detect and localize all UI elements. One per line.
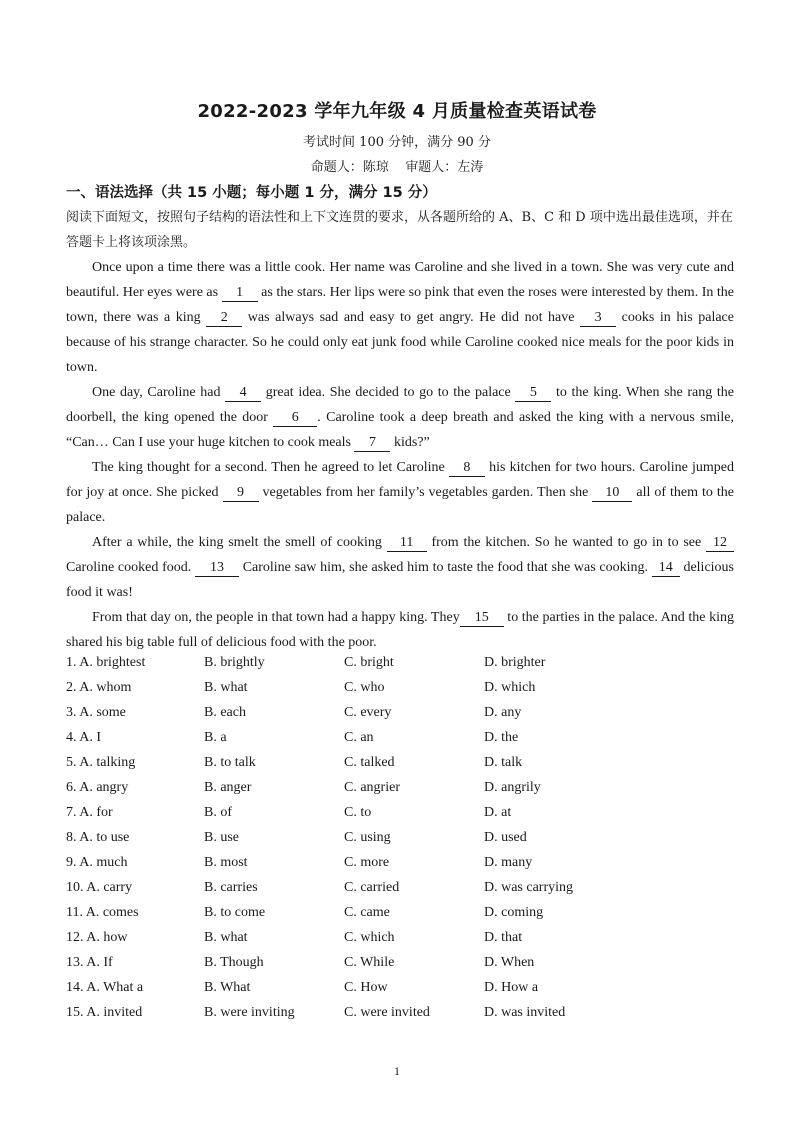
option-c: C. came: [344, 905, 390, 920]
option-d: D. at: [484, 805, 512, 820]
option-row: [66, 1005, 734, 1030]
blank-7: 7: [354, 435, 390, 452]
option-a: 15. A. invited: [66, 1005, 143, 1020]
option-row: [66, 930, 734, 955]
option-row: [66, 730, 734, 755]
option-c: C. were invited: [344, 1005, 430, 1020]
option-a: 11. A. comes: [66, 905, 139, 920]
option-b: B. of: [204, 805, 232, 820]
option-b: B. a: [204, 730, 227, 745]
option-c: C. How: [344, 980, 388, 995]
option-a: 4. A. I: [66, 730, 101, 745]
option-a: 9. A. much: [66, 855, 128, 870]
option-a: 5. A. talking: [66, 755, 136, 770]
option-d: D. was invited: [484, 1005, 566, 1020]
option-a: 14. A. What a: [66, 980, 144, 995]
exam-authors: 命题人：陈琼 审题人：左涛: [310, 160, 484, 175]
option-b: B. what: [204, 680, 248, 695]
option-d: D. angrily: [484, 780, 541, 795]
option-c: C. which: [344, 930, 395, 945]
exam-title: 2022-2023 学年九年级 4 月质量检查英语试卷: [197, 101, 597, 122]
reading-passage: [66, 255, 734, 655]
option-a: 10. A. carry: [66, 880, 133, 895]
option-a: 1. A. brightest: [66, 655, 146, 670]
option-a: 13. A. If: [66, 955, 113, 970]
option-row: [66, 980, 734, 1005]
section-instruction: 阅读下面短文，按照句子结构的语法性和上下文连贯的要求，从各题所给的 A、B、C 和 D 项中选出最佳选项，并在答题卡上将该项涂黑。: [66, 210, 733, 250]
option-d: D. many: [484, 855, 533, 870]
blank-9: 9: [223, 485, 259, 502]
blank-2: 2: [206, 310, 242, 327]
option-b: B. carries: [204, 880, 258, 895]
option-row: [66, 855, 734, 880]
option-b: B. brightly: [204, 655, 265, 670]
option-b: B. what: [204, 930, 248, 945]
option-a: 12. A. how: [66, 930, 128, 945]
option-b: B. What: [204, 980, 251, 995]
option-b: B. to come: [204, 905, 266, 920]
passage-paragraph-2: One day, Caroline had 4 great idea. She decided to go to the palace 5 to the king. When she rang the doorbell, the king opened the door 6 . Caroline took a deep breath and asked the king with a nervous smile, “Can… Can I use your huge kitchen to cook meals 7 kids?”: [66, 385, 735, 450]
option-d: D. was carrying: [484, 880, 574, 895]
option-d: D. which: [484, 680, 536, 695]
option-row: [66, 905, 734, 930]
option-a: 3. A. some: [66, 705, 126, 720]
option-b: B. were inviting: [204, 1005, 295, 1020]
blank-6: 6: [273, 410, 317, 427]
option-row: [66, 705, 734, 730]
blank-15: 15: [460, 610, 504, 627]
option-b: B. each: [204, 705, 246, 720]
option-d: D. used: [484, 830, 527, 845]
option-b: B. most: [204, 855, 248, 870]
passage-paragraph-5: From that day on, the people in that town had a happy king. They 15 to the parties in the palace. And the king shared his big table full of delicious food with the poor.: [66, 610, 734, 650]
option-d: D. coming: [484, 905, 544, 920]
option-d: D. When: [484, 955, 535, 970]
option-a: 2. A. whom: [66, 680, 132, 695]
answer-options: [66, 655, 734, 1030]
option-b: B. Though: [204, 955, 264, 970]
option-b: B. to talk: [204, 755, 256, 770]
blank-4: 4: [225, 385, 261, 402]
exam-time-info: 考试时间 100 分钟，满分 90 分: [303, 135, 491, 150]
option-d: D. brighter: [484, 655, 546, 670]
blank-5: 5: [515, 385, 551, 402]
option-c: C. angrier: [344, 780, 400, 795]
option-a: 7. A. for: [66, 805, 113, 820]
option-d: D. How a: [484, 980, 539, 995]
option-a: 6. A. angry: [66, 780, 129, 795]
page-number: 1: [394, 1064, 400, 1078]
blank-1: 1: [222, 285, 258, 302]
blank-14: 14: [652, 560, 680, 577]
option-b: B. anger: [204, 780, 252, 795]
option-c: C. using: [344, 830, 391, 845]
blank-3: 3: [580, 310, 616, 327]
option-a: 8. A. to use: [66, 830, 130, 845]
option-d: D. talk: [484, 755, 523, 770]
option-b: B. use: [204, 830, 239, 845]
option-row: [66, 780, 734, 805]
option-c: C. talked: [344, 755, 395, 770]
passage-paragraph-3: The king thought for a second. Then he agreed to let Caroline 8 his kitchen for two hours. Caroline jumped for joy at once. She picked 9 vegetables from her family’s vegetables garden. Then she 10 all of them to the palace.: [66, 460, 735, 525]
option-c: C. to: [344, 805, 372, 820]
option-row: [66, 680, 734, 705]
blank-12: 12: [706, 535, 734, 552]
blank-10: 10: [592, 485, 632, 502]
option-d: D. any: [484, 705, 522, 720]
option-row: [66, 955, 734, 980]
option-c: C. more: [344, 855, 390, 870]
blank-11: 11: [387, 535, 427, 552]
option-d: D. the: [484, 730, 519, 745]
section-heading: 一、语法选择（共 15 小题；每小题 1 分，满分 15 分）: [66, 185, 437, 201]
option-c: C. carried: [344, 880, 400, 895]
option-row: [66, 755, 734, 780]
option-row: [66, 805, 734, 830]
option-c: C. every: [344, 705, 392, 720]
option-row: [66, 880, 734, 905]
option-d: D. that: [484, 930, 523, 945]
passage-paragraph-1: Once upon a time there was a little cook. Her name was Caroline and she lived in a town. She was very cute and beautiful. Her eyes were as 1 as the stars. Her lips were so pink that even the roses were interested by them. In the town, there was a king 2 was always sad and easy to get angry. He did not have 3 cooks in his palace because of his strange character. So he could only eat junk food while Caroline cooked nice meals for the poor kids in town.: [66, 260, 735, 375]
blank-13: 13: [195, 560, 239, 577]
blank-8: 8: [449, 460, 485, 477]
option-c: C. who: [344, 680, 385, 695]
option-c: C. an: [344, 730, 374, 745]
option-row: [66, 830, 734, 855]
option-c: C. While: [344, 955, 395, 970]
option-row: [66, 655, 734, 680]
passage-paragraph-4: After a while, the king smelt the smell of cooking 11 from the kitchen. So he wanted to go in to see 12 Caroline cooked food. 13 Caroline saw him, she asked him to taste the food that she was cooking. 14 delicious food it was!: [66, 535, 735, 600]
option-c: C. bright: [344, 655, 394, 670]
